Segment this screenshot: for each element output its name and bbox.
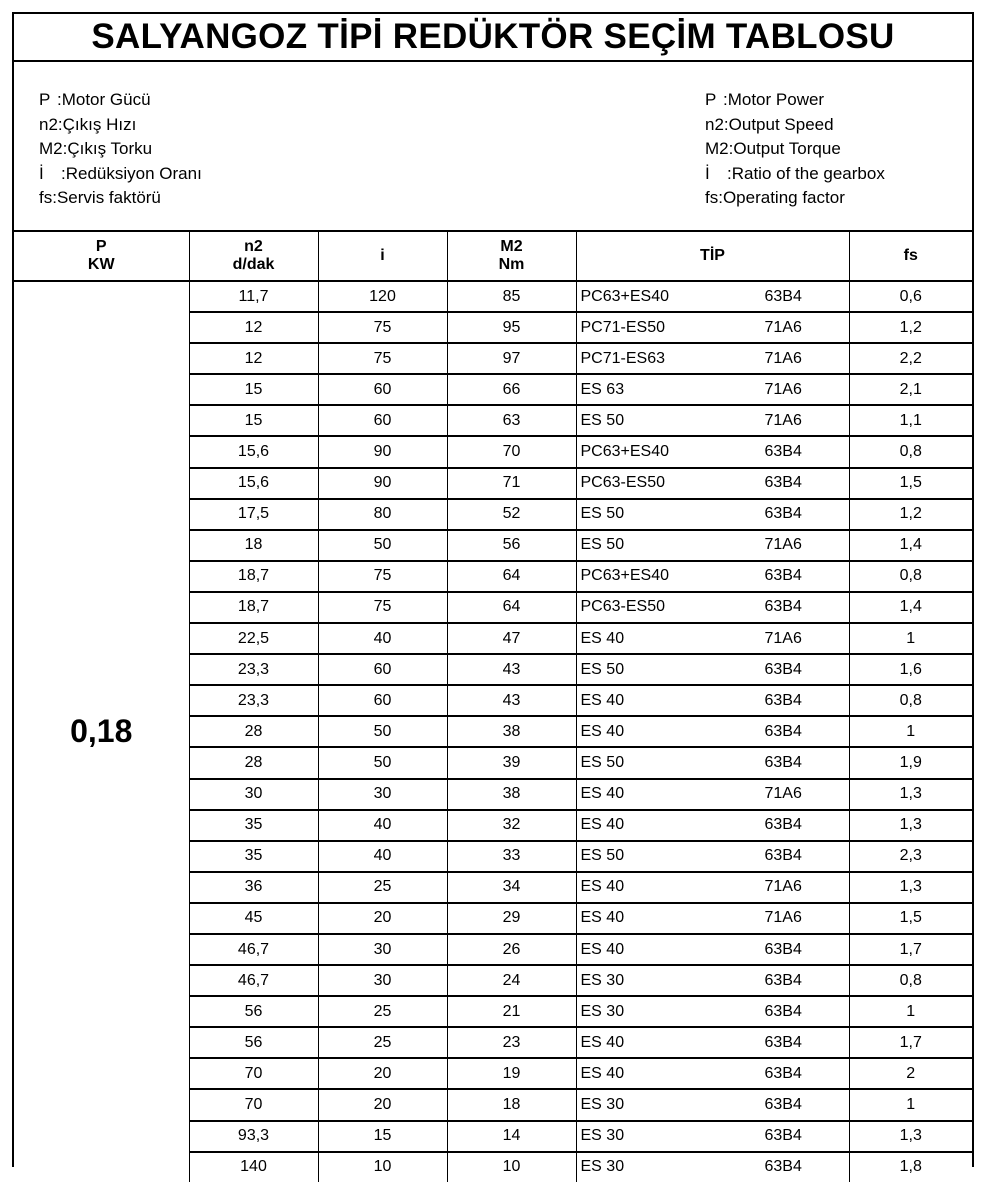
- gearbox-model: ES 63: [580, 380, 625, 398]
- cell-torque: 63: [447, 405, 576, 436]
- cell-ratio: 20: [318, 1058, 447, 1089]
- gearbox-model: PC63+ES40: [580, 567, 670, 585]
- gearbox-model: ES 40: [580, 1033, 625, 1051]
- gearbox-model: ES 50: [580, 505, 625, 523]
- cell-type: [576, 281, 849, 312]
- cell-service-factor: 1,4: [849, 530, 972, 561]
- selection-sheet: [12, 12, 974, 1176]
- header-service-factor: fs: [849, 232, 972, 281]
- table-row: [14, 281, 972, 312]
- cell-type: [576, 779, 849, 810]
- cell-output-speed: 46,7: [189, 965, 318, 996]
- cell-type: [576, 841, 849, 872]
- cell-torque: 34: [447, 872, 576, 903]
- cell-ratio: 60: [318, 374, 447, 405]
- legend-item: [39, 88, 202, 113]
- legend-turkish: [39, 88, 202, 211]
- legend-text: :Output Torque: [728, 139, 841, 158]
- cell-type: [576, 623, 849, 654]
- cell-service-factor: 1,7: [849, 1027, 972, 1058]
- cell-service-factor: 1,6: [849, 654, 972, 685]
- cell-service-factor: 1,1: [849, 405, 972, 436]
- gearbox-model: ES 50: [580, 753, 625, 771]
- cell-torque: 26: [447, 934, 576, 965]
- gearbox-model: PC63+ES40: [580, 287, 670, 305]
- page-title: SALYANGOZ TİPİ REDÜKTÖR SEÇİM TABLOSU: [14, 14, 972, 62]
- cell-service-factor: 2,2: [849, 343, 972, 374]
- gearbox-model: ES 30: [580, 971, 625, 989]
- motor-code: 71A6: [764, 785, 802, 803]
- cell-ratio: 60: [318, 405, 447, 436]
- selection-table-wrap: [14, 232, 972, 1182]
- cell-service-factor: 1,5: [849, 468, 972, 499]
- legend-symbol: fs: [705, 188, 719, 207]
- cell-ratio: 75: [318, 312, 447, 343]
- motor-code: 63B4: [764, 1158, 802, 1176]
- cell-output-speed: 30: [189, 779, 318, 810]
- cell-output-speed: 45: [189, 903, 318, 934]
- cell-type: [576, 965, 849, 996]
- gearbox-model: PC63-ES50: [580, 474, 665, 492]
- cell-ratio: 25: [318, 1027, 447, 1058]
- motor-code: 63B4: [764, 1127, 802, 1145]
- cell-torque: 24: [447, 965, 576, 996]
- gearbox-model: PC63+ES40: [580, 443, 670, 461]
- cell-service-factor: 1,3: [849, 779, 972, 810]
- motor-code: 63B4: [764, 443, 802, 461]
- motor-code: 63B4: [764, 816, 802, 834]
- cell-type: [576, 1152, 849, 1182]
- gearbox-model: ES 40: [580, 878, 625, 896]
- cell-service-factor: 2: [849, 1058, 972, 1089]
- motor-code: 63B4: [764, 1033, 802, 1051]
- cell-ratio: 40: [318, 810, 447, 841]
- cell-type: [576, 716, 849, 747]
- cell-ratio: 30: [318, 965, 447, 996]
- legend-text: :Çıkış Torku: [62, 139, 153, 158]
- cell-torque: 10: [447, 1152, 576, 1182]
- legend-symbol: n2: [39, 114, 58, 134]
- gearbox-model: PC71-ES63: [580, 349, 665, 367]
- legend-text: :Redüksiyon Oranı: [61, 163, 202, 183]
- cell-service-factor: 0,8: [849, 685, 972, 716]
- cell-output-speed: 11,7: [189, 281, 318, 312]
- gearbox-model: ES 40: [580, 722, 625, 740]
- cell-output-speed: 36: [189, 872, 318, 903]
- motor-code: 63B4: [764, 691, 802, 709]
- cell-service-factor: 1,3: [849, 1121, 972, 1152]
- cell-service-factor: 1,3: [849, 810, 972, 841]
- motor-code: 71A6: [764, 318, 802, 336]
- gearbox-model: ES 30: [580, 1095, 625, 1113]
- cell-service-factor: 0,6: [849, 281, 972, 312]
- cell-service-factor: 1: [849, 996, 972, 1027]
- cell-service-factor: 1: [849, 623, 972, 654]
- motor-code: 63B4: [764, 567, 802, 585]
- selection-table: [14, 232, 972, 1182]
- motor-code: 63B4: [764, 1064, 802, 1082]
- cell-ratio: 120: [318, 281, 447, 312]
- cell-torque: 39: [447, 747, 576, 778]
- cell-type: [576, 468, 849, 499]
- gearbox-model: ES 40: [580, 1064, 625, 1082]
- cell-torque: 18: [447, 1089, 576, 1120]
- cell-output-speed: 22,5: [189, 623, 318, 654]
- motor-code: 63B4: [764, 598, 802, 616]
- cell-output-speed: 46,7: [189, 934, 318, 965]
- cell-type: [576, 1089, 849, 1120]
- motor-code: 63B4: [764, 1002, 802, 1020]
- cell-torque: 52: [447, 499, 576, 530]
- legend-text: :Operating factor: [718, 188, 845, 207]
- gearbox-model: ES 30: [580, 1127, 625, 1145]
- legend-english: [705, 88, 885, 211]
- motor-code: 63B4: [764, 971, 802, 989]
- gearbox-model: PC63-ES50: [580, 598, 665, 616]
- gearbox-model: ES 30: [580, 1158, 625, 1176]
- cell-ratio: 80: [318, 499, 447, 530]
- legend-item: [705, 113, 885, 138]
- gearbox-model: ES 50: [580, 660, 625, 678]
- cell-type: [576, 934, 849, 965]
- cell-ratio: 20: [318, 903, 447, 934]
- gearbox-model: ES 40: [580, 629, 625, 647]
- cell-ratio: 40: [318, 623, 447, 654]
- cell-type: [576, 592, 849, 623]
- cell-torque: 33: [447, 841, 576, 872]
- cell-torque: 38: [447, 716, 576, 747]
- motor-code: 71A6: [764, 380, 802, 398]
- gearbox-model: ES 40: [580, 691, 625, 709]
- header-ratio: i: [318, 232, 447, 281]
- motor-code: 63B4: [764, 1095, 802, 1113]
- legend-item: [705, 186, 885, 211]
- cell-ratio: 60: [318, 685, 447, 716]
- cell-torque: 32: [447, 810, 576, 841]
- cell-ratio: 25: [318, 872, 447, 903]
- cell-output-speed: 15: [189, 405, 318, 436]
- gearbox-model: ES 40: [580, 909, 625, 927]
- cell-ratio: 50: [318, 716, 447, 747]
- legend-symbol: P: [705, 90, 717, 109]
- cell-output-speed: 12: [189, 312, 318, 343]
- cell-service-factor: 1,9: [849, 747, 972, 778]
- cell-type: [576, 436, 849, 467]
- cell-ratio: 60: [318, 654, 447, 685]
- cell-ratio: 50: [318, 747, 447, 778]
- cell-service-factor: 1,5: [849, 903, 972, 934]
- legend-item: [705, 88, 885, 113]
- cell-torque: 64: [447, 561, 576, 592]
- cell-type: [576, 561, 849, 592]
- legend-item: [39, 113, 202, 138]
- legend-item: [39, 186, 202, 211]
- legend-symbol: P: [39, 90, 51, 109]
- motor-code: 71A6: [764, 411, 802, 429]
- gearbox-model: ES 50: [580, 411, 625, 429]
- cell-type: [576, 405, 849, 436]
- cell-output-speed: 70: [189, 1058, 318, 1089]
- cell-type: [576, 374, 849, 405]
- cell-torque: 64: [447, 592, 576, 623]
- motor-code: 63B4: [764, 660, 802, 678]
- legend-box: [14, 62, 972, 232]
- cell-output-speed: 93,3: [189, 1121, 318, 1152]
- cell-torque: 14: [447, 1121, 576, 1152]
- cell-output-speed: 56: [189, 996, 318, 1027]
- cell-torque: 85: [447, 281, 576, 312]
- cell-torque: 19: [447, 1058, 576, 1089]
- legend-symbol: n2: [705, 114, 724, 134]
- legend-item: [39, 137, 202, 162]
- cell-output-speed: 18,7: [189, 561, 318, 592]
- cell-ratio: 10: [318, 1152, 447, 1182]
- cell-ratio: 30: [318, 934, 447, 965]
- cell-output-speed: 70: [189, 1089, 318, 1120]
- motor-code: 71A6: [764, 878, 802, 896]
- cell-ratio: 75: [318, 561, 447, 592]
- cell-output-speed: 23,3: [189, 654, 318, 685]
- cell-torque: 38: [447, 779, 576, 810]
- motor-code: 71A6: [764, 536, 802, 554]
- legend-text: :Çıkış Hızı: [57, 114, 137, 134]
- cell-output-speed: 15: [189, 374, 318, 405]
- cell-service-factor: 2,1: [849, 374, 972, 405]
- gearbox-model: ES 50: [580, 536, 625, 554]
- cell-ratio: 15: [318, 1121, 447, 1152]
- cell-type: [576, 1121, 849, 1152]
- cell-service-factor: 1,2: [849, 312, 972, 343]
- motor-code: 71A6: [764, 909, 802, 927]
- cell-ratio: 90: [318, 436, 447, 467]
- cell-output-speed: 18: [189, 530, 318, 561]
- cell-service-factor: 1,4: [849, 592, 972, 623]
- cell-torque: 56: [447, 530, 576, 561]
- cell-output-speed: 28: [189, 747, 318, 778]
- cell-ratio: 30: [318, 779, 447, 810]
- legend-symbol: İ: [705, 163, 710, 183]
- cell-output-speed: 17,5: [189, 499, 318, 530]
- cell-type: [576, 996, 849, 1027]
- table-header-row: [14, 232, 972, 281]
- cell-torque: 95: [447, 312, 576, 343]
- header-torque: M2 Nm: [447, 232, 576, 281]
- cell-output-speed: 12: [189, 343, 318, 374]
- legend-symbol: İ: [39, 163, 44, 183]
- header-power: P KW: [14, 232, 189, 281]
- cell-torque: 70: [447, 436, 576, 467]
- header-type: TİP: [576, 232, 849, 281]
- cell-torque: 29: [447, 903, 576, 934]
- cell-ratio: 75: [318, 343, 447, 374]
- cell-type: [576, 747, 849, 778]
- cell-ratio: 25: [318, 996, 447, 1027]
- cell-service-factor: 2,3: [849, 841, 972, 872]
- cell-output-speed: 35: [189, 810, 318, 841]
- cell-torque: 71: [447, 468, 576, 499]
- cell-type: [576, 685, 849, 716]
- gearbox-model: ES 40: [580, 816, 625, 834]
- cell-torque: 23: [447, 1027, 576, 1058]
- cell-output-speed: 56: [189, 1027, 318, 1058]
- cell-service-factor: 1,2: [849, 499, 972, 530]
- gearbox-model: ES 40: [580, 940, 625, 958]
- cell-ratio: 50: [318, 530, 447, 561]
- legend-text: :Motor Gücü: [57, 90, 151, 109]
- cell-torque: 43: [447, 654, 576, 685]
- cell-output-speed: 23,3: [189, 685, 318, 716]
- cell-ratio: 40: [318, 841, 447, 872]
- legend-symbol: M2: [705, 139, 729, 158]
- cell-type: [576, 872, 849, 903]
- cell-type: [576, 530, 849, 561]
- cell-service-factor: 1: [849, 1089, 972, 1120]
- motor-code: 63B4: [764, 474, 802, 492]
- legend-text: :Servis faktörü: [52, 188, 161, 207]
- cell-service-factor: 1,8: [849, 1152, 972, 1182]
- cell-torque: 97: [447, 343, 576, 374]
- cell-torque: 21: [447, 996, 576, 1027]
- cell-output-speed: 15,6: [189, 436, 318, 467]
- legend-text: :Output Speed: [723, 114, 834, 134]
- legend-item: [705, 162, 885, 187]
- legend-symbol: M2: [39, 139, 63, 158]
- cell-service-factor: 0,8: [849, 965, 972, 996]
- legend-symbol: fs: [39, 188, 53, 207]
- cell-type: [576, 654, 849, 685]
- cell-torque: 43: [447, 685, 576, 716]
- cell-service-factor: 0,8: [849, 436, 972, 467]
- gearbox-model: ES 30: [580, 1002, 625, 1020]
- cell-service-factor: 1: [849, 716, 972, 747]
- cell-type: [576, 810, 849, 841]
- power-value: 0,18: [70, 713, 133, 750]
- cell-output-speed: 35: [189, 841, 318, 872]
- cell-ratio: 90: [318, 468, 447, 499]
- cell-torque: 66: [447, 374, 576, 405]
- cell-type: [576, 903, 849, 934]
- motor-code: 63B4: [764, 847, 802, 865]
- cell-output-speed: 18,7: [189, 592, 318, 623]
- cell-type: [576, 499, 849, 530]
- motor-code: 71A6: [764, 349, 802, 367]
- cell-ratio: 75: [318, 592, 447, 623]
- legend-item: [705, 137, 885, 162]
- legend-item: [39, 162, 202, 187]
- legend-text: :Ratio of the gearbox: [727, 163, 885, 183]
- cell-type: [576, 312, 849, 343]
- motor-code: 63B4: [764, 753, 802, 771]
- motor-code: 63B4: [764, 722, 802, 740]
- cell-output-speed: 15,6: [189, 468, 318, 499]
- gearbox-model: ES 50: [580, 847, 625, 865]
- gearbox-model: PC71-ES50: [580, 318, 665, 336]
- motor-code: 63B4: [764, 287, 802, 305]
- legend-text: :Motor Power: [723, 90, 825, 109]
- cell-type: [576, 343, 849, 374]
- cell-output-speed: 28: [189, 716, 318, 747]
- cell-service-factor: 0,8: [849, 561, 972, 592]
- cell-type: [576, 1058, 849, 1089]
- gearbox-model: ES 40: [580, 785, 625, 803]
- motor-code: 63B4: [764, 505, 802, 523]
- motor-code: 63B4: [764, 940, 802, 958]
- cell-ratio: 20: [318, 1089, 447, 1120]
- cell-torque: 47: [447, 623, 576, 654]
- cell-service-factor: 1,7: [849, 934, 972, 965]
- cell-output-speed: 140: [189, 1152, 318, 1182]
- cell-type: [576, 1027, 849, 1058]
- cell-service-factor: 1,3: [849, 872, 972, 903]
- motor-code: 71A6: [764, 629, 802, 647]
- header-output-speed: n2 d/dak: [189, 232, 318, 281]
